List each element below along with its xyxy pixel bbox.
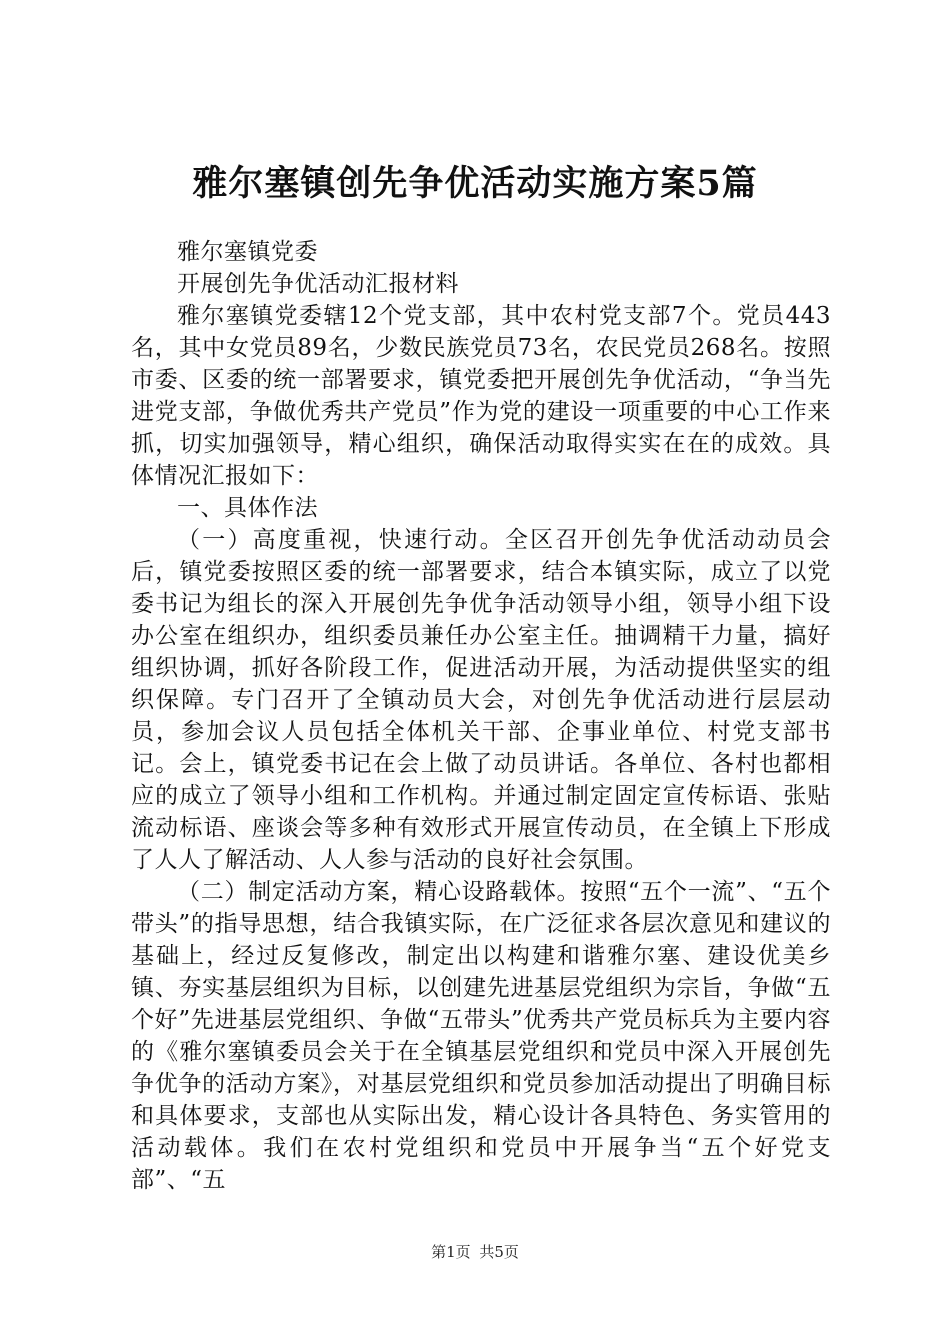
paragraph-org-name: 雅尔塞镇党委	[177, 239, 318, 265]
section-heading: 一、具体作法	[177, 495, 318, 521]
page-footer	[0, 1242, 950, 1262]
page-number: 第1页	[431, 1243, 471, 1261]
paragraph-item-2: （二）制定活动方案，精心设路载体。按照“五个一流”、“五个带头”的指导思想，结合我镇实际，在广泛征求各层次意见和建议的基础上，经过反复修改，制定出以构建和谐雅尔塞、建设优美乡镇、夯实基层组织为目标，以创建先进基层党组织为宗旨，争做“五个好”先进基层党组织、争做“五带头”优秀共产党员标兵为主要内容的《雅尔塞镇委员会关于在全镇基层党组织和党员中深入开展创先争优争的活动方案》，对基层党组织和党员参加活动提出了明确目标和具体要求，支部也从实际出发，精心设计各具特色、务实管用的活动载体。我们在农村党组织和党员中开展争当“五个好党支部”、“五	[131, 879, 831, 1193]
paragraph-subtitle: 开展创先争优活动汇报材料	[177, 271, 459, 297]
document-title: 雅尔塞镇创先争优活动实施方案5篇	[192, 163, 758, 204]
page-total: 共5页	[479, 1243, 519, 1261]
paragraph-item-1: （一）高度重视，快速行动。全区召开创先争优活动动员会后，镇党委按照区委的统一部署要求，结合本镇实际，成立了以党委书记为组长的深入开展创先争优争活动领导小组，领导小组下设办公室在组织办，组织委员兼任办公室主任。抽调精干力量，搞好组织协调，抓好各阶段工作，促进活动开展，为活动提供坚实的组织保障。专门召开了全镇动员大会，对创先争优活动进行层层动员，参加会议人员包括全体机关干部、企事业单位、村党支部书记。会上，镇党委书记在会上做了动员讲话。各单位、各村也都相应的成立了领导小组和工作机构。并通过制定固定宣传标语、张贴流动标语、座谈会等多种有效形式开展宣传动员，在全镇上下形成了人人了解活动、人人参与活动的良好社会氛围。	[131, 527, 831, 873]
document-body	[131, 236, 831, 1196]
paragraph-intro: 雅尔塞镇党委辖12个党支部，其中农村党支部7个。党员443名，其中女党员89名，少数民族党员73名，农民党员268名。按照市委、区委的统一部署要求，镇党委把开展创先争优活动，“争当先进党支部，争做优秀共产党员”作为党的建设一项重要的中心工作来抓，切实加强领导，精心组织，确保活动取得实实在在的成效。具体情况汇报如下：	[131, 303, 831, 489]
